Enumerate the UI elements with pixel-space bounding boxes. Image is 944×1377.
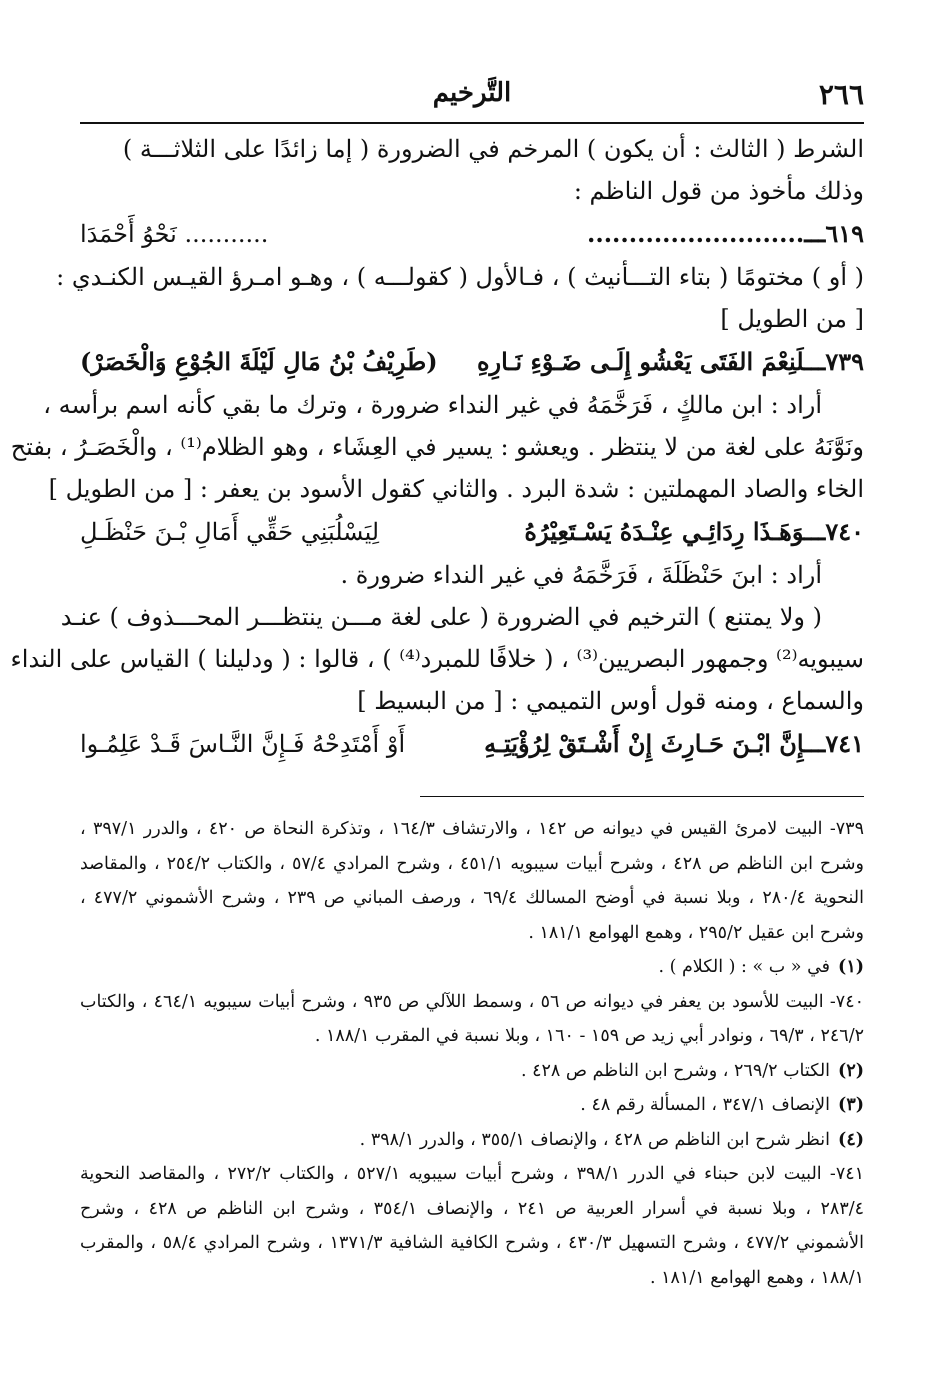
footnote-1: [80, 950, 864, 985]
footnote-marker: (٣): [838, 1095, 864, 1115]
footnote-text: الكتاب ٢٦٩/٢ ، وشرح ابن الناظم ص ٤٢٨ .: [520, 1060, 831, 1081]
paragraph-explanation-739: أراد : ابن مالكٍ ، فَرَخَّمَهُ في غير النداء ضرورة ، وترك ما بقي كأنه اسم برأسه ،: [43, 391, 822, 419]
verse-739-text-a: لَنِعْمَ الفَتَى يَعْشُو إِلَـى ضَـوْءِ نَـارِهِ: [476, 347, 805, 376]
meter-label: [ من الطويل ]: [720, 305, 864, 333]
paragraph-explanation-740: أراد : ابنَ حَنْظَلَةَ ، فَرَخَّمَهُ في غير النداء ضرورة .: [340, 561, 822, 589]
running-title: التَّرخيم: [432, 78, 512, 108]
verse-619-dots: ..........................: [586, 219, 805, 248]
footnote-2: [80, 1054, 864, 1089]
footnote-verse-740: ٧٤٠- البيت للأسود بن يعفر في ديوانه ص ٥٦ ، وسمط اللآلي ص ٩٣٥ ، وشرح أبيات سيبويه ٤٦٤/١ ، والكتاب ٢٤٦/٢ ، ٦٩/٣ ، ونوادر أبي زيد ص ١٥٩ - ١٦٠ ، وبلا نسبة في المقرب ١٨٨/١ .: [80, 991, 864, 1046]
verse-740-first-hemistich: [524, 510, 864, 554]
paragraph-hearing: والسماع ، ومنه قول أوس التميمي : [ من البسيط ]: [357, 687, 864, 715]
paragraph-condition: الشرط ( الثالث : أن يكون ) المرخم في الضرورة ( إما زائدًا على الثلاثـــة ): [122, 135, 864, 163]
page-number: ٢٦٦: [818, 78, 864, 111]
footnote-rule: [420, 796, 864, 797]
footnote-marker: (٤): [838, 1129, 864, 1150]
header-rule: [80, 122, 864, 124]
verse-739-second-hemistich: (طَرِيْفُ بْنُ مَالِ لَيْلَةَ الجُوْعِ وَالْخَصَرْ): [80, 347, 438, 376]
verse-740: [80, 510, 864, 554]
main-text: [10, 128, 864, 766]
footnote-verse-739: ٧٣٩- البيت لامرئ القيس في ديوانه ص ١٤٢ ، والارتشاف ١٦٤/٣ ، وتذكرة النحاة ص ٤٢٠ ، والدرر ٣٩٧/١ ، وشرح ابن الناظم ص ٤٢٨ ، وشرح أبيات سيبويه ٤٥١/١ ، وشرح المرادي ٥٧/٤ ، والكتاب ٢٥٤/٢ ، والمقاصد النحوية ٢٨٠/٤ ، وبلا نسبة في أوضح المسالك ٦٩/٤ ، ورصف المباني ص ٢٣٩ ، وشرح الأشموني ٤٧٧/٢ ، وشرح ابن عقيل ٢٩٥/٢ ، وهمع الهوامع ١٨١/١ .: [80, 819, 864, 943]
verse-619-second-hemistich: ........... نَحْوُ أَحْمَدَا: [80, 220, 269, 248]
verse-number: ٧٣٩ـــ: [804, 347, 864, 376]
verse-number: ٧٤٠ـــ: [804, 517, 864, 546]
verse-739: [80, 340, 864, 384]
footnote-text: في « ب » : ( الكلام ) .: [658, 957, 831, 977]
paragraph-feminine-ta: ( أو ) مختومًا ( بتاء التـــأنيث ) ، فـالأول ( كقولـــه ) ، وهـو امـرؤ القيـس الكنـدي :: [56, 263, 864, 291]
footnote-verse-741: ٧٤١- البيت لابن حبناء في الدرر ٣٩٨/١ ، وشرح أبيات سيبويه ٥٢٧/١ ، والكتاب ٢٧٢/٢ ، والمقاصد النحوية ٢٨٣/٤ ، وبلا نسبة في أسرار العربية ص ٢٤١ ، والإنصاف ٣٥٤/١ ، وشرح ابن الناظم ص ٤٢٨ ، وشرح الأشموني ٤٧٧/٢ ، وشرح التسهيل ٤٣٠/٣ ، وشرح الكافية الشافية ١٣٧١/٣ ، وشرح المرادي ٥٨/٤ ، والمقرب ١٨٨/١ ، وهمع الهوامع ١٨١/١ .: [80, 1164, 865, 1288]
verse-number: ٦١٩ـــ: [804, 219, 864, 248]
paragraph-not-forbidden: ( ولا يمتنع ) الترخيم في الضرورة ( على لغة مـــن ينتظـــر المحـــذوف ) عنـد: [60, 603, 822, 631]
verse-740-second-hemistich: لِيَسْلُبَنِي حَقِّي أَمَالِ بْـنَ حَنْظَـلِ: [80, 518, 380, 546]
verse-619: [80, 212, 864, 256]
footnote-3: [80, 1088, 864, 1123]
verse-739-first-hemistich: [477, 340, 864, 384]
paragraph-sibawayh: سيبويه⁽²⁾ وجمهور البصريين⁽³⁾ ، ( خلافًا للمبرد⁽⁴⁾ ) ، قالوا : ( ودليلنا ) القياس على النداء: [10, 645, 864, 673]
footnote-marker: (١): [838, 957, 864, 977]
page-header: [80, 78, 864, 122]
paragraph-explanation-739-end: الخاء والصاد المهملتين : شدة البرد . والثاني كقول الأسود بن يعفر : [ من الطويل ]: [48, 475, 864, 503]
paragraph-explanation-739-cont: ونَوَّنَهُ على لغة من لا ينتظر . ويعشو : يسير في العِشَاء ، وهو الظلام⁽¹⁾ ، والْخَصَـرُ ، بفتح: [10, 433, 864, 461]
paragraph-source: وذلك مأخوذ من قول الناظم :: [573, 177, 864, 205]
footnotes: [80, 812, 864, 1295]
verse-number: ٧٤١ـــ: [804, 729, 864, 758]
verse-741-first-hemistich: [484, 722, 864, 766]
verse-741: [80, 722, 864, 766]
verse-741-text-a: إِنَّ ابْـنَ حَـارِثَ إِنْ أَشْـتَقْ لِرُؤْيَتِـهِ: [484, 729, 805, 758]
footnote-text: انظر شرح ابن الناظم ص ٤٢٨ ، والإنصاف ٣٥٥/١ ، والدرر ٣٩٨/١ .: [359, 1129, 831, 1150]
verse-619-first-hemistich: [587, 212, 864, 256]
footnote-marker: (٢): [838, 1060, 864, 1081]
footnote-text: الإنصاف ٣٤٧/١ ، المسألة رقم ٤٨ .: [580, 1095, 831, 1115]
footnote-4: [80, 1123, 864, 1158]
verse-740-text-a: وَهَـذَا رِدَائِـي عِنْـدَهُ يَسْـتَعِيْرُهُ: [524, 517, 805, 546]
verse-741-second-hemistich: أَوْ أَمْتَدِحْهُ فَـإِنَّ النَّـاسَ قَـدْ عَلِمُـوا: [80, 730, 406, 758]
